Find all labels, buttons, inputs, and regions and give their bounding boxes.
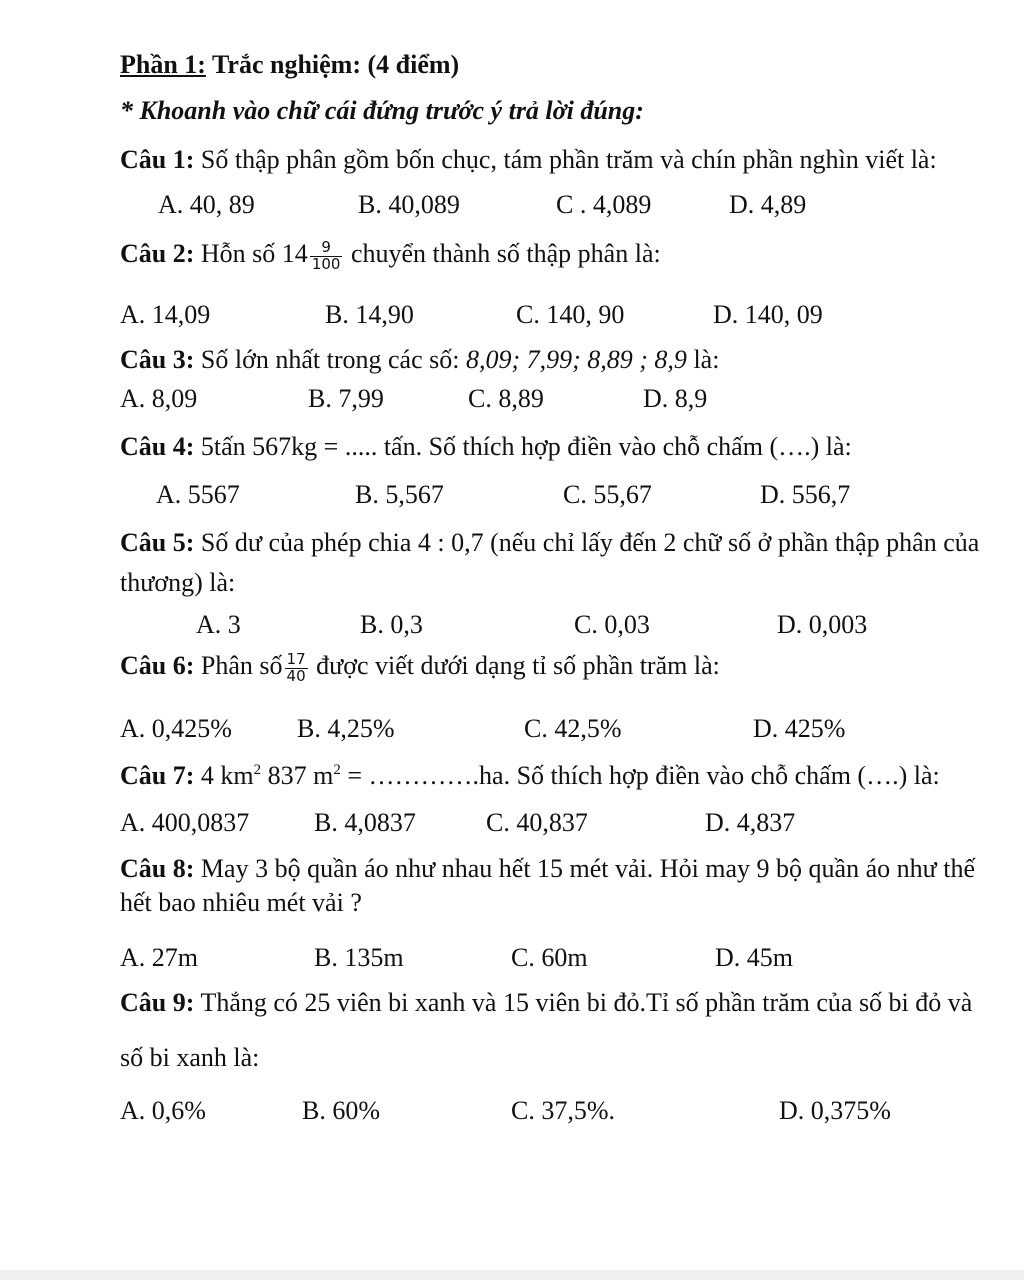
question-9-line2: số bi xanh là: [120, 1043, 260, 1072]
option-9c[interactable]: C. 37,5%. [511, 1096, 615, 1125]
option-9b[interactable]: B. 60% [302, 1096, 380, 1125]
option-4c[interactable]: C. 55,67 [563, 480, 652, 509]
question-2 [120, 240, 661, 273]
fraction-denominator: 40 [286, 666, 306, 685]
fraction [285, 652, 308, 685]
option-1a[interactable]: A. 40, 89 [158, 190, 255, 219]
question-label: Câu 2: [120, 239, 195, 269]
question-label: Câu 9: [120, 988, 195, 1017]
question-text: Thắng có 25 viên bi xanh và 15 viên bi đỏ.Tỉ số phần trăm của số bi đỏ và [200, 988, 973, 1017]
question-label: Câu 6: [120, 651, 195, 681]
option-5a[interactable]: A. 3 [196, 610, 241, 639]
question-label: Câu 3: [120, 345, 195, 374]
question-label: Câu 5: [120, 528, 195, 557]
part-title: Phần 1: [120, 50, 206, 79]
question-9 [120, 990, 972, 1016]
option-3b[interactable]: B. 7,99 [308, 384, 384, 413]
option-2d[interactable]: D. 140, 09 [713, 300, 823, 329]
part-subtitle: Trắc nghiệm: (4 điểm) [212, 50, 460, 79]
question-text-before: Hỗn số 14 [200, 239, 308, 269]
question-label: Câu 4: [120, 432, 195, 461]
question-4 [120, 434, 852, 460]
option-3d[interactable]: D. 8,9 [643, 384, 708, 413]
question-3 [120, 347, 719, 373]
question-1 [120, 147, 937, 173]
option-8a[interactable]: A. 27m [120, 943, 198, 972]
option-7c[interactable]: C. 40,837 [486, 808, 588, 837]
option-6b[interactable]: B. 4,25% [297, 714, 395, 743]
question-text-after: = ………….ha. Số thích hợp điền vào chỗ chấm (….) là: [340, 761, 940, 790]
option-3a[interactable]: A. 8,09 [120, 384, 198, 413]
question-5-line2: thương) là: [120, 568, 236, 597]
option-5d[interactable]: D. 0,003 [777, 610, 868, 639]
option-7b[interactable]: B. 4,0837 [314, 808, 416, 837]
option-1b[interactable]: B. 40,089 [358, 190, 460, 219]
question-area-km: 4 km [200, 761, 254, 790]
option-9a[interactable]: A. 0,6% [120, 1096, 206, 1125]
option-4b[interactable]: B. 5,567 [355, 480, 444, 509]
fraction-numerator: 9 [310, 240, 343, 257]
exponent: 2 [333, 762, 341, 778]
question-area-m: 837 m [261, 761, 334, 790]
question-7 [120, 763, 940, 789]
question-6 [120, 652, 720, 685]
question-numbers: 8,09; 7,99; 8,89 ; 8,9 [465, 345, 687, 374]
question-text: Số dư của phép chia 4 : 0,7 (nếu chỉ lấy đến 2 chữ số ở phần thập phân của [200, 528, 980, 557]
option-6d[interactable]: D. 425% [753, 714, 846, 743]
option-1d[interactable]: D. 4,89 [729, 190, 807, 219]
page-bottom-edge [0, 1270, 1024, 1280]
option-2a[interactable]: A. 14,09 [120, 300, 211, 329]
option-4d[interactable]: D. 556,7 [760, 480, 851, 509]
question-text: 5tấn 567kg = ..... tấn. Số thích hợp điền vào chỗ chấm (….) là: [200, 432, 852, 461]
exponent: 2 [253, 762, 262, 778]
option-3c[interactable]: C. 8,89 [468, 384, 544, 413]
option-2b[interactable]: B. 14,90 [325, 300, 414, 329]
question-text-after: được viết dưới dạng tỉ số phần trăm là: [316, 651, 720, 681]
option-7d[interactable]: D. 4,837 [705, 808, 796, 837]
option-1c[interactable]: C . 4,089 [556, 190, 652, 219]
question-text: May 3 bộ quần áo như nhau hết 15 mét vải. Hỏi may 9 bộ quần áo như thế [200, 854, 975, 883]
option-5c[interactable]: C. 0,03 [574, 610, 650, 639]
option-8d[interactable]: D. 45m [715, 943, 793, 972]
option-8b[interactable]: B. 135m [314, 943, 404, 972]
fraction-denominator: 100 [311, 254, 341, 273]
option-4a[interactable]: A. 5567 [156, 480, 240, 509]
question-label: Câu 8: [120, 854, 195, 883]
fraction-numerator: 17 [286, 650, 306, 668]
mixed-number-fraction [310, 240, 343, 273]
option-9d[interactable]: D. 0,375% [779, 1096, 891, 1125]
question-text-after: là: [693, 345, 720, 374]
question-text-before: Số lớn nhất trong các số: [200, 345, 460, 374]
question-8 [120, 856, 975, 882]
question-label: Câu 7: [120, 761, 195, 790]
option-5b[interactable]: B. 0,3 [360, 610, 423, 639]
question-8-line2: hết bao nhiêu mét vải ? [120, 888, 362, 917]
question-text-before: Phân số [200, 651, 283, 681]
option-6a[interactable]: A. 0,425% [120, 714, 232, 743]
option-6c[interactable]: C. 42,5% [524, 714, 622, 743]
part-heading [120, 52, 459, 78]
option-2c[interactable]: C. 140, 90 [516, 300, 625, 329]
question-5 [120, 530, 979, 556]
question-label: Câu 1: [120, 145, 195, 174]
question-text: Số thập phân gồm bốn chục, tám phần trăm và chín phần nghìn viết là: [200, 145, 937, 174]
option-7a[interactable]: A. 400,0837 [120, 808, 250, 837]
option-8c[interactable]: C. 60m [511, 943, 588, 972]
instruction: * Khoanh vào chữ cái đứng trước ý trả lời đúng: [120, 96, 644, 125]
question-text-after: chuyển thành số thập phân là: [350, 239, 661, 269]
